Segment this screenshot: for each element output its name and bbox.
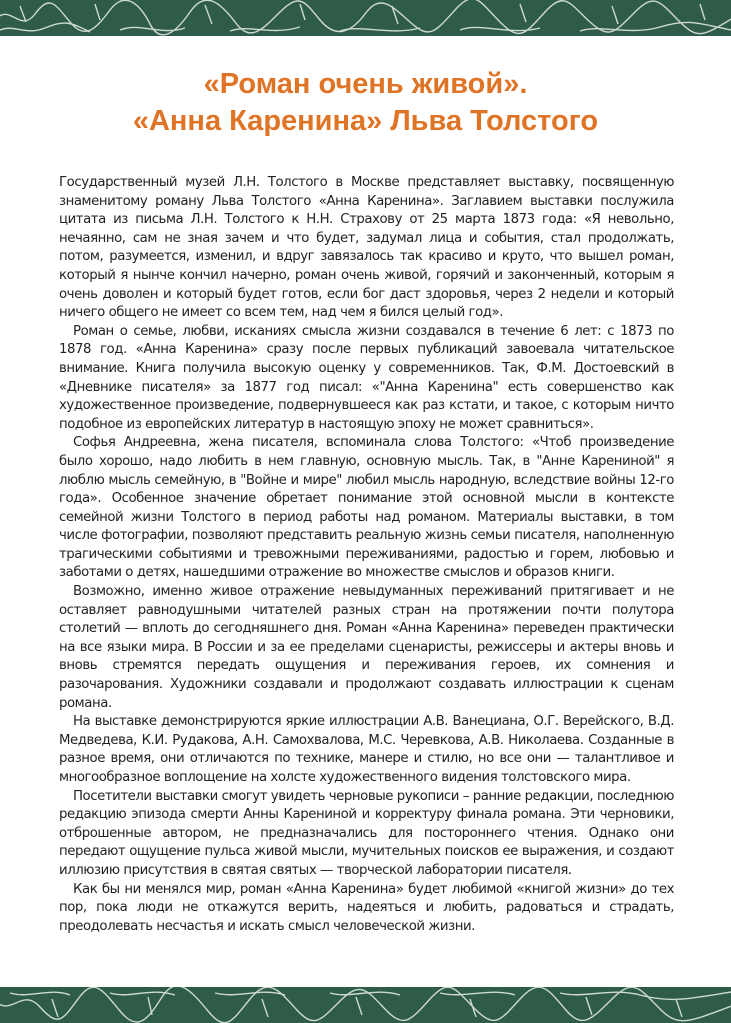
- article-body: [59, 174, 674, 936]
- handwriting-pattern-bottom: [0, 987, 731, 1023]
- bottom-handwriting-band: [0, 987, 731, 1023]
- paragraph-3: Софья Андреевна, жена писателя, вспоминала слова Толстого: «Чтоб произведение было хорошо, надо любить в нем главную, основную мысль. Так, в "Анне Карениной" я люблю мысль семейную, в "Войне и мире" любил мысль народную, вследствие войны 12-го года». Особенное значение обретает понимание этой основной мысли в контексте семейной жизни Толстого в период работы над романом. Материалы выставки, в том числе фотографии, позволяют представить реальную жизнь семьи писателя, наполненную трагическими событиями и тревожными переживаниями, радостью и горем, любовью и заботами о детях, нашедшими отражение во множестве смыслов и образов книги.: [59, 435, 674, 581]
- paragraph-1: Государственный музей Л.Н. Толстого в Москве представляет выставку, посвященную знаменитому роману Льва Толстого «Анна Каренина». Заглавием выставки послужила цитата из письма Л.Н. Толстого к Н.Н. Страхову от 25 марта 1873 года: «Я невольно, нечаянно, сам не зная зачем и что будет, задумал лица и события, стал продолжать, потом, разумеется, изменил, и вдруг завязалось так красиво и круто, что вышел роман, который я нынче кончил начерно, роман очень живой, горячий и законченный, которым я очень доволен и который будет готов, если бог даст здоровья, через 2 недели и который ничего общего не имеет со всем тем, над чем я бился целый год».: [59, 175, 674, 321]
- top-handwriting-band: [0, 0, 731, 36]
- paragraph-4: Возможно, именно живое отражение невыдуманных переживаний притягивает и не оставляет равнодушными читателей разных стран на протяжении почти полутора столетий — вплоть до сегодняшнего дня. Роман «Анна Каренина» переведен практически на все языки мира. В России и за ее пределами сценаристы, режиссеры и актеры вновь и вновь стремятся передать ощущения и переживания героев, их сомнения и разочарования. Художники создавали и продолжают создавать иллюстрации к сценам романа.: [59, 584, 674, 711]
- title-line-1: «Роман очень живой».: [203, 68, 528, 100]
- page-title: [0, 66, 731, 140]
- paragraph-2: Роман о семье, любви, исканиях смысла жизни создавался в течение 6 лет: с 1873 по 1878 год. «Анна Каренина» сразу после первых публикаций завоевала читательское внимание. Книга получила высокую оценку у современников. Так, Ф.М. Достоевский в «Дневнике писателя» за 1877 год писал: «"Анна Каренина" есть совершенство как художественное произведение, подвернувшееся как раз кстати, и такое, с которым ничто подобное из европейских литератур в настоящую эпоху не может сравниться».: [59, 323, 674, 432]
- title-line-2: «Анна Каренина» Льва Толстого: [132, 105, 599, 137]
- paragraph-5: На выставке демонстрируются яркие иллюстрации А.В. Ванециана, О.Г. Верейского, В.Д. Медведева, К.И. Рудакова, А.Н. Самохвалова, М.С. Черевкова, А.В. Николаева. Созданные в разное время, они отличаются по технике, манере и стилю, но все они — талантливое и многообразное воплощение на холсте художественного видения толстовского мира.: [59, 714, 674, 785]
- paragraph-6: Посетители выставки смогут увидеть черновые рукописи – ранние редакции, последнюю редакцию эпизода смерти Анны Карениной и корректуру финала романа. Эти черновики, отброшенные автором, не предназначались для постороннего чтения. Однако они передают ощущение пульса живой мысли, мучительных поисков ее выражения, и создают иллюзию присутствия в святая святых — творческой лаборатории писателя.: [59, 788, 674, 878]
- handwriting-pattern-top: [0, 0, 731, 36]
- paragraph-7: Как бы ни менялся мир, роман «Анна Каренина» будет любимой «книгой жизни» до тех пор, пока люди не откажутся верить, надеяться и любить, радоваться и страдать, преодолевать несчастья и искать смысл человеческой жизни.: [59, 881, 674, 934]
